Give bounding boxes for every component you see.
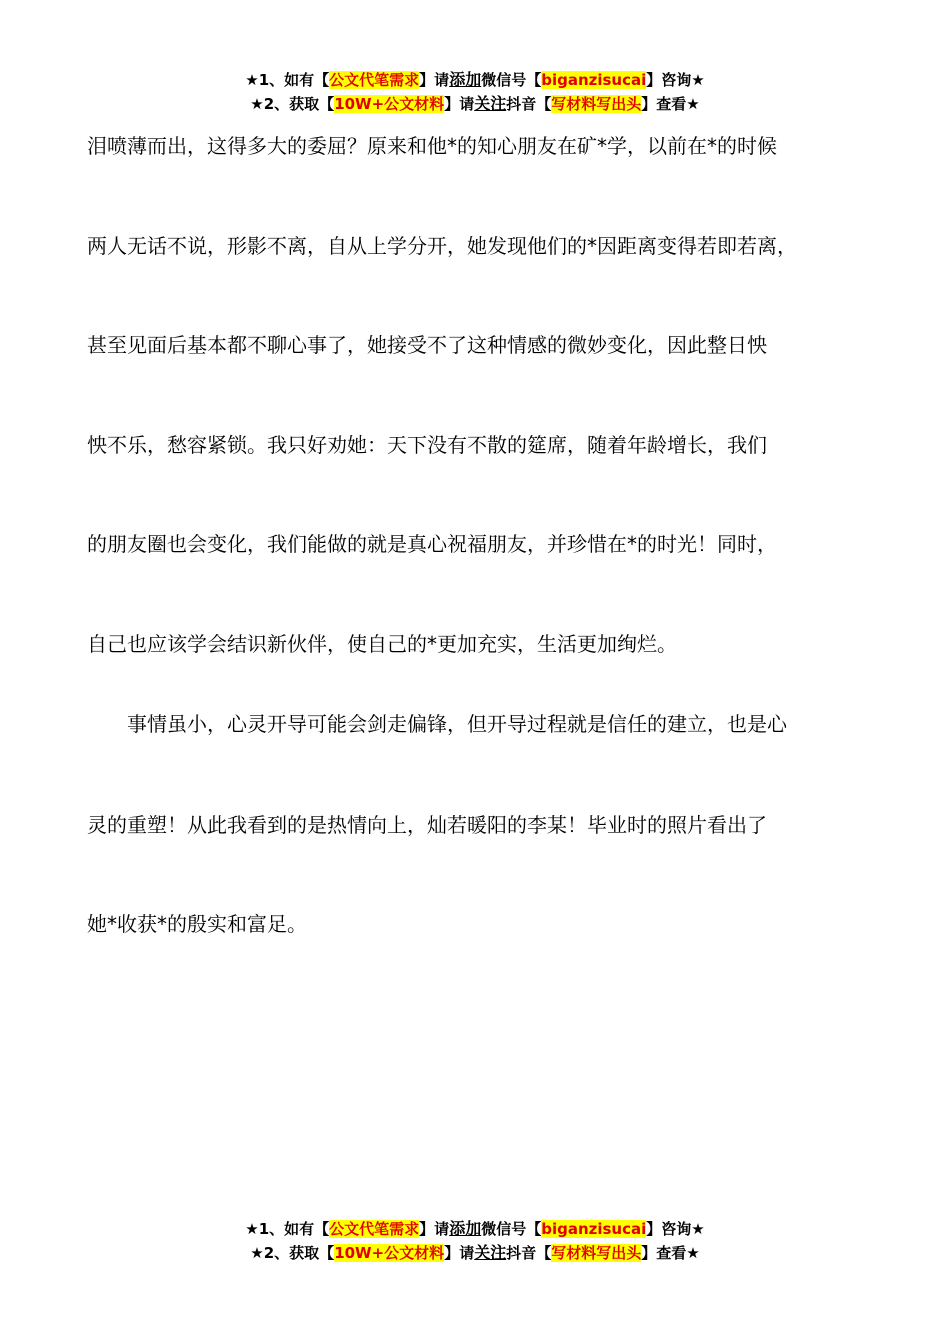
- paragraph-line: 泪喷薄而出，这得多大的委屈？原来和他*的知心朋友在矿*学，以前在*的时候: [87, 134, 777, 158]
- paragraph-line: 怏不乐，愁容紧锁。我只好劝她：天下没有不散的筵席，随着年龄增长，我们: [87, 433, 767, 457]
- banner-line-2: [0, 1241, 950, 1265]
- banner-text: 】请: [444, 1244, 475, 1262]
- highlight-service: 公文代笔需求: [329, 71, 420, 89]
- banner-emphasis: 关注: [474, 94, 507, 113]
- banner-text: 抖音【: [506, 1244, 552, 1262]
- banner-text: 】请: [419, 1220, 450, 1238]
- banner-text: 抖音【: [506, 95, 552, 113]
- banner-text: 】咨询★: [646, 71, 705, 89]
- highlight-materials: 10W+公文材料: [334, 1244, 445, 1262]
- paragraph-line: 事情虽小，心灵开导可能会剑走偏锋，但开导过程就是信任的建立，也是心: [87, 712, 787, 736]
- highlight-wechat-id: biganzisucai: [541, 71, 647, 89]
- highlight-douyin-account: 写材料写出头: [551, 1244, 642, 1262]
- paragraph-line: 她*收获*的殷实和富足。: [87, 912, 307, 936]
- banner-line-1: [0, 68, 950, 92]
- highlight-materials: 10W+公文材料: [334, 95, 445, 113]
- banner-line-2: [0, 92, 950, 116]
- banner-text: 】咨询★: [646, 1220, 705, 1238]
- banner-line-1: [0, 1217, 950, 1241]
- paragraph-line: 甚至见面后基本都不聊心事了，她接受不了这种情感的微妙变化，因此整日怏: [87, 333, 767, 357]
- banner-emphasis: 添加: [449, 70, 482, 89]
- highlight-douyin-account: 写材料写出头: [551, 95, 642, 113]
- paragraph-line: 自己也应该学会结识新伙伴，使自己的*更加充实，生活更加绚烂。: [87, 632, 677, 656]
- paragraph-line: 灵的重塑！从此我看到的是热情向上，灿若暖阳的李某！毕业时的照片看出了: [87, 813, 767, 837]
- banner-text: 】查看★: [641, 95, 700, 113]
- paragraph-line: 两人无话不说，形影不离，自从上学分开，她发现他们的*因距离变得若即若离，: [87, 234, 797, 258]
- banner-text: 微信号【: [481, 71, 542, 89]
- banner-text: ★1、如有【: [245, 71, 330, 89]
- footer-banner: [0, 1217, 950, 1265]
- banner-text: 微信号【: [481, 1220, 542, 1238]
- banner-text: ★1、如有【: [245, 1220, 330, 1238]
- paragraph-line: 的朋友圈也会变化，我们能做的就是真心祝福朋友，并珍惜在*的时光！同时，: [87, 532, 777, 556]
- banner-text: ★2、获取【: [250, 1244, 335, 1262]
- banner-text: ★2、获取【: [250, 95, 335, 113]
- banner-emphasis: 关注: [474, 1243, 507, 1262]
- banner-text: 】查看★: [641, 1244, 700, 1262]
- banner-emphasis: 添加: [449, 1219, 482, 1238]
- highlight-wechat-id: biganzisucai: [541, 1220, 647, 1238]
- banner-text: 】请: [444, 95, 475, 113]
- header-banner: [0, 68, 950, 116]
- highlight-service: 公文代笔需求: [329, 1220, 420, 1238]
- banner-text: 】请: [419, 71, 450, 89]
